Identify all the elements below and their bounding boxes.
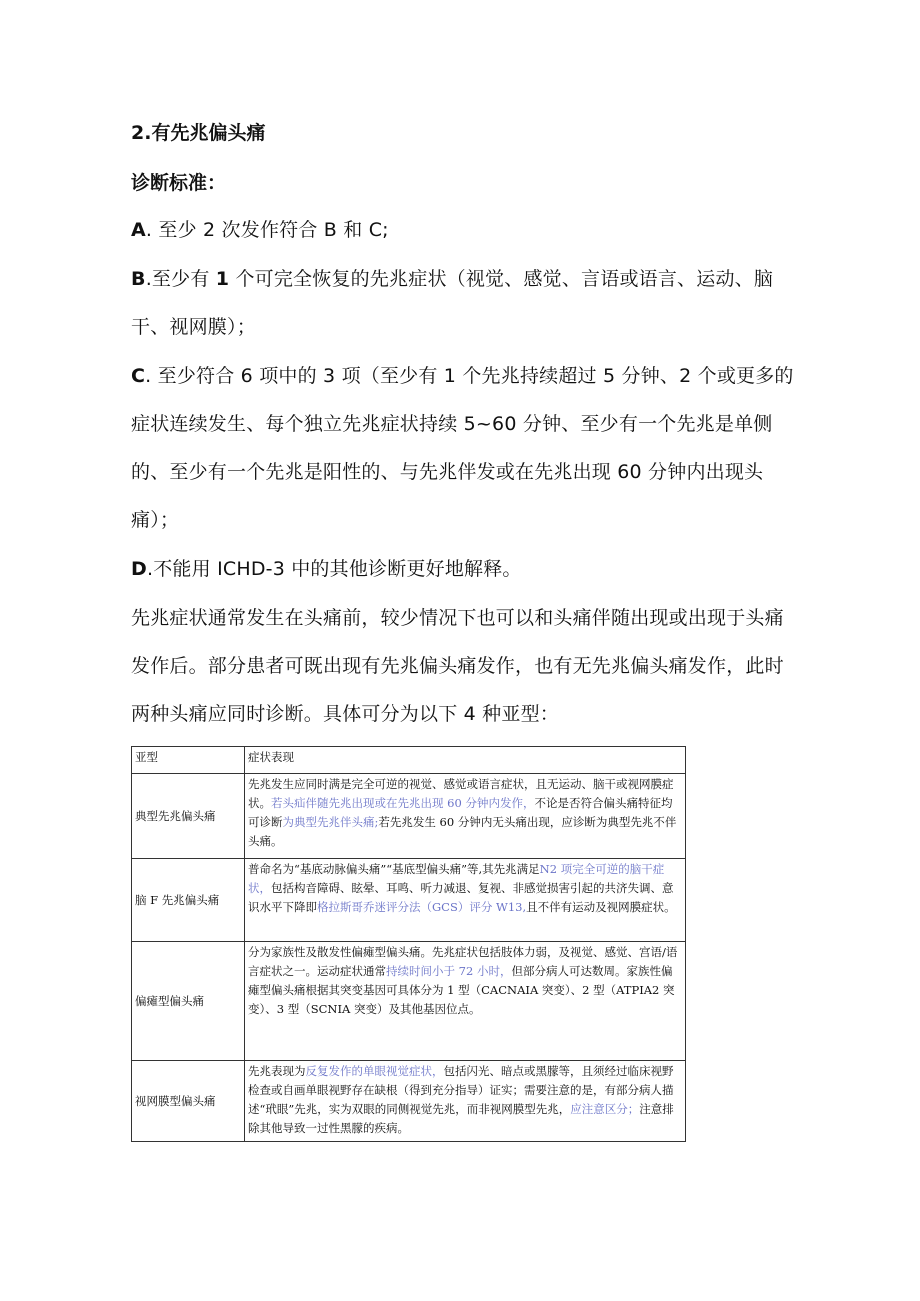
table-header-cell: 症状表现 xyxy=(245,747,686,774)
symptom-cell xyxy=(245,942,686,1061)
criteria-label: 诊断标准： xyxy=(131,172,227,194)
subtype-name-cell: 视网膜型偏头痛 xyxy=(132,1061,245,1142)
criterion-b-number: 1 xyxy=(215,268,230,290)
symptom-highlight: 为典型先兆伴头痛; xyxy=(282,815,379,829)
symptom-cell xyxy=(245,859,686,942)
criterion-d xyxy=(131,545,799,593)
criterion-d-letter: D xyxy=(131,558,147,580)
criterion-b-text-2: 个可完全恢复的先兆症状（视觉、感觉、言语或语言、运动、脑干、视网膜）； xyxy=(131,268,774,338)
symptom-highlight: N2 项完全可逆的脑干症状， xyxy=(248,862,665,895)
subtype-intro-paragraph: 先兆症状通常发生在头痛前，较少情况下也可以和头痛伴随出现或出现于头痛发作后。部分患者可既出现有先兆偏头痛发作，也有无先兆偏头痛发作，此时两种头痛应同时诊断。具体可分为以下 4 种亚型： xyxy=(131,607,784,725)
table-header-row xyxy=(132,747,686,774)
symptom-highlight: 应注意区分； xyxy=(570,1102,640,1116)
symptom-text: 且不伴有运动及视网膜症状。 xyxy=(526,900,676,914)
criterion-b-text-1: .至少有 xyxy=(145,268,216,290)
symptom-text: 分为家族性及散发性偏瘫型偏头痛。先兆症状包括肢体力弱，及视觉、感觉、宫语/语言症状之一。运动症状通常 xyxy=(248,945,678,978)
symptom-text: 先兆表现为 xyxy=(248,1064,306,1078)
symptom-cell xyxy=(245,1061,686,1142)
symptom-text: 普命名为“基底动脉偏头痛”“基底型偏头痛”等,其先兆满足 xyxy=(248,862,540,876)
criterion-a-text: . 至少 2 次发作符合 B 和 C; xyxy=(145,219,389,241)
symptom-text: 包括闪光、暗点或黑朦等，且须经过临床视野检查或自画单眼视野存在缺根（得到充分指导）证实；需要注意的是，有部分病人描述“玳眼”先兆，实为双眼的同侧视觉先兆，而非视网膜型先兆， xyxy=(248,1064,674,1116)
symptom-highlight: 反复发作的单眼视觉症状， xyxy=(305,1064,444,1078)
symptom-highlight: 格拉斯哥乔迷评分法（GCS）评分 W13, xyxy=(317,900,527,914)
criterion-d-text: .不能用 ICHD-3 中的其他诊断更好地解释。 xyxy=(146,558,522,580)
table-row xyxy=(132,774,686,859)
symptom-text: 但部分病人可达数周。家族性偏瘫型偏头痛根据其突变基因可具体分为 1 型（CACNAIA 突变）、2 型（ATPIA2 突变）、3 型（SCNIA 突变）及其他基因位点。 xyxy=(248,964,675,1016)
symptom-text: 若先兆发生 60 分钟内无头痛出现，应诊断为典型先兆不伴头痛。 xyxy=(248,815,677,848)
subtype-table xyxy=(131,746,686,1142)
criterion-a-letter: A xyxy=(131,219,146,241)
symptom-text: 包括构音障碍、眩晕、耳鸣、听力减退、复视、非感觉损害引起的共济失调、意识水平下降即 xyxy=(248,881,674,914)
criterion-c-letter: C xyxy=(131,365,146,387)
symptom-highlight: 持续时间小于 72 小时， xyxy=(386,964,512,978)
symptom-text: 注意排除其他导致一过性黑朦的疾病。 xyxy=(248,1102,674,1135)
table-row xyxy=(132,942,686,1061)
symptom-highlight: 若头疝伴随先兆出现或在先兆出现 60 分钟内发作， xyxy=(271,796,535,810)
subtype-name-cell: 典型先兆偏头痛 xyxy=(132,774,245,859)
symptom-text: 不论是否符合偏头痛特征均可诊断 xyxy=(248,796,673,829)
subtype-name-cell: 脑 F 先兆偏头痛 xyxy=(132,859,245,942)
table-row xyxy=(132,859,686,942)
criterion-c xyxy=(131,352,799,544)
criterion-b xyxy=(131,255,799,351)
table-header-cell: 亚型 xyxy=(132,747,245,774)
table-row xyxy=(132,1061,686,1142)
section-heading: 2.有先兆偏头痛 xyxy=(131,122,266,144)
criterion-b-letter: B xyxy=(131,268,146,290)
criterion-a xyxy=(131,206,799,254)
subtype-name-cell: 偏瘫型偏头痛 xyxy=(132,942,245,1061)
symptom-text: 先兆发生应同时满是完全可逆的视觉、感觉或语言症状，且无运动、脑干或视网膜症状。 xyxy=(248,777,674,810)
symptom-cell xyxy=(245,774,686,859)
criterion-c-text: . 至少符合 6 项中的 3 项（至少有 1 个先兆持续超过 5 分钟、2 个或更多的症状连续发生、每个独立先兆症状持续 5~60 分钟、至少有一个先兆是单侧的、至少有一个先兆是阳性的、与先兆伴发或在先兆出现 60 分钟内出现头痛）； xyxy=(131,365,794,531)
